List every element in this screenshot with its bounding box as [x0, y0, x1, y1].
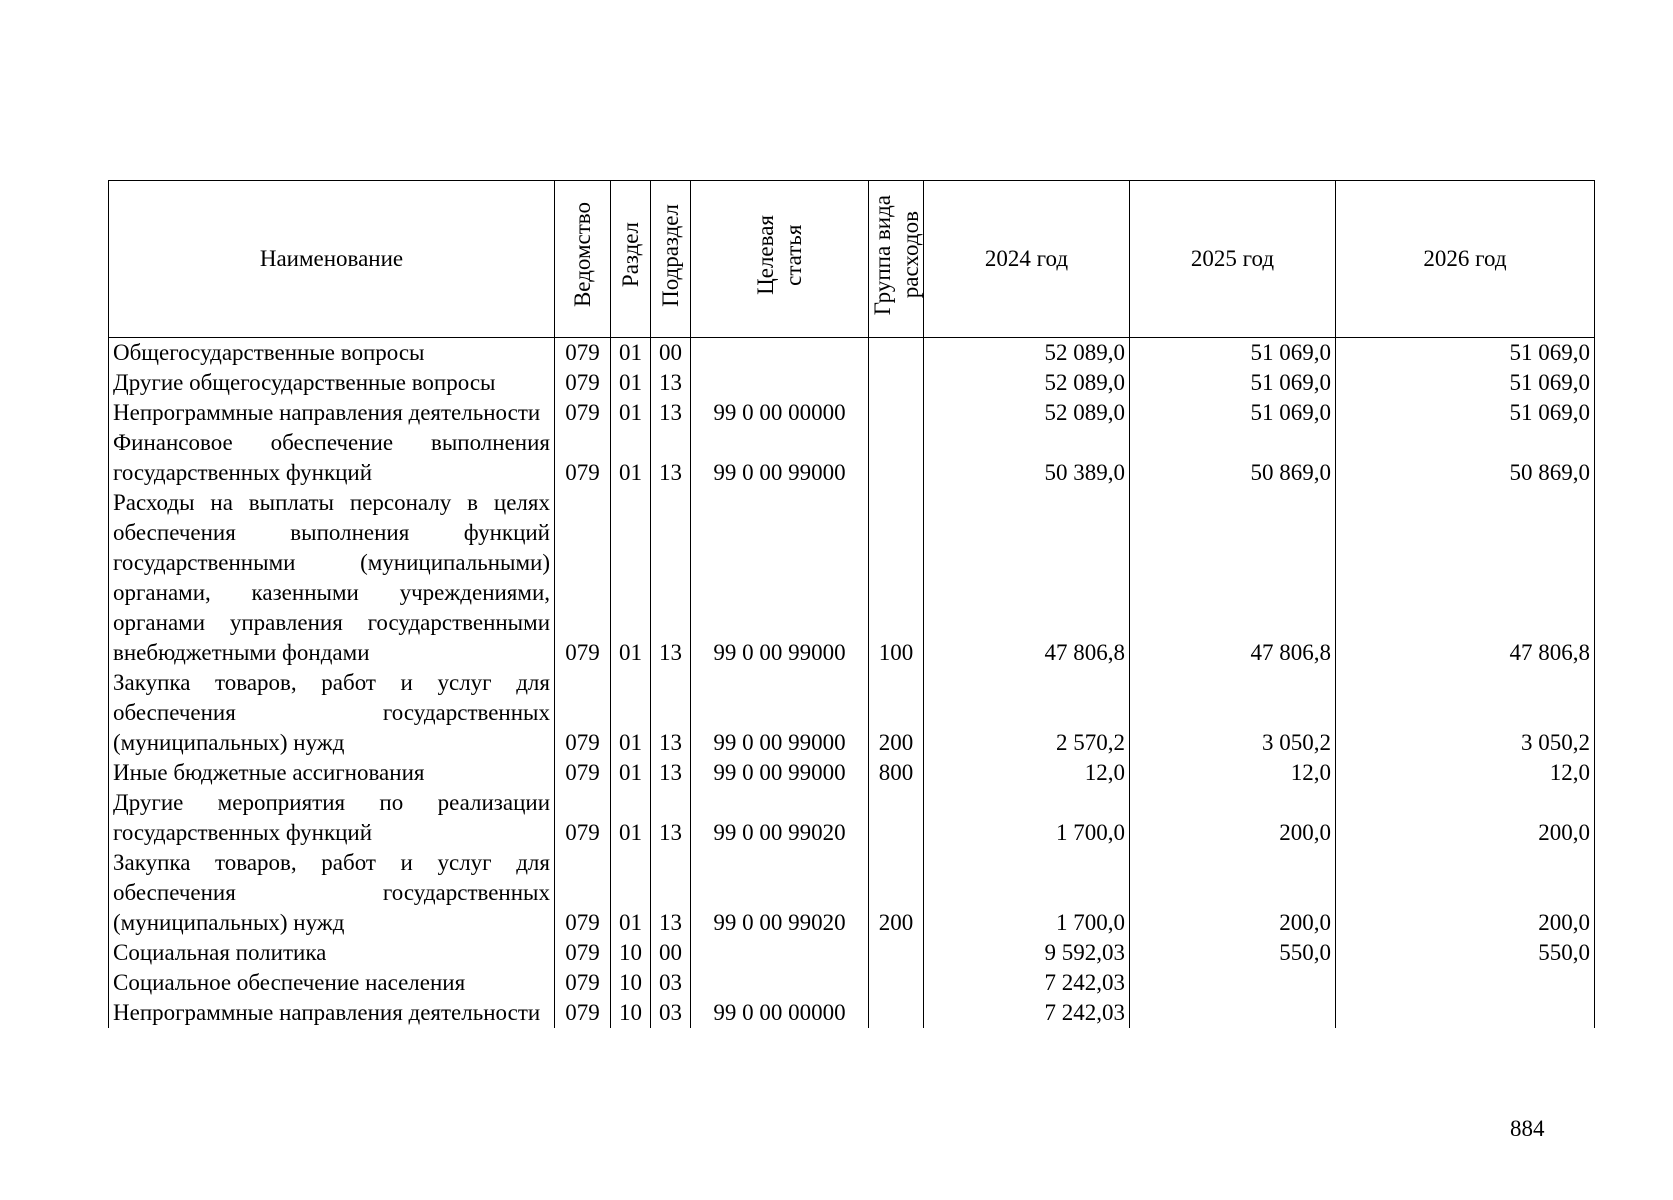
cell-y2024: 47 806,8	[924, 488, 1130, 668]
header-2024: 2024 год	[924, 181, 1130, 338]
cell-sub: 13	[651, 758, 691, 788]
cell-y2026: 200,0	[1336, 848, 1595, 938]
cell-name: Социальное обеспечение населения	[109, 968, 555, 998]
page-number: 884	[1510, 1116, 1545, 1141]
table-row	[109, 998, 1595, 1028]
cell-group: 200	[869, 668, 924, 758]
table-row	[109, 968, 1595, 998]
cell-y2025: 51 069,0	[1130, 338, 1336, 369]
cell-sub: 13	[651, 848, 691, 938]
cell-y2026: 200,0	[1336, 788, 1595, 848]
cell-target	[691, 938, 869, 968]
cell-dept: 079	[555, 968, 611, 998]
table-row	[109, 938, 1595, 968]
cell-sec: 01	[611, 398, 651, 428]
cell-name: Финансовое обеспечение выполнения государственных функций	[109, 428, 555, 488]
cell-sec: 01	[611, 428, 651, 488]
header-target-article: Целевая статья	[752, 215, 806, 295]
cell-name: Социальная политика	[109, 938, 555, 968]
budget-table	[108, 180, 1595, 1028]
cell-sec: 10	[611, 998, 651, 1028]
cell-sub: 13	[651, 428, 691, 488]
cell-sec: 01	[611, 368, 651, 398]
cell-dept: 079	[555, 368, 611, 398]
cell-name: Закупка товаров, работ и услуг для обеспечения государственных (муниципальных) нужд	[109, 668, 555, 758]
cell-target: 99 0 00 99000	[691, 488, 869, 668]
cell-group	[869, 398, 924, 428]
cell-y2024: 1 700,0	[924, 848, 1130, 938]
cell-y2025: 3 050,2	[1130, 668, 1336, 758]
cell-y2026: 51 069,0	[1336, 368, 1595, 398]
cell-dept: 079	[555, 488, 611, 668]
cell-y2025: 12,0	[1130, 758, 1336, 788]
cell-name: Непрограммные направления деятельности	[109, 398, 555, 428]
cell-sec: 01	[611, 848, 651, 938]
cell-name: Другие общегосударственные вопросы	[109, 368, 555, 398]
cell-sub: 13	[651, 788, 691, 848]
table-row	[109, 368, 1595, 398]
cell-y2026	[1336, 998, 1595, 1028]
cell-y2026: 3 050,2	[1336, 668, 1595, 758]
cell-sub: 13	[651, 398, 691, 428]
cell-sec: 10	[611, 938, 651, 968]
cell-dept: 079	[555, 398, 611, 428]
cell-target	[691, 368, 869, 398]
header-name: Наименование	[109, 181, 555, 338]
cell-target: 99 0 00 99000	[691, 428, 869, 488]
cell-group: 800	[869, 758, 924, 788]
cell-sec: 10	[611, 968, 651, 998]
cell-y2025: 50 869,0	[1130, 428, 1336, 488]
cell-target: 99 0 00 00000	[691, 998, 869, 1028]
header-subsection: Подраздел	[657, 203, 683, 307]
cell-y2024: 52 089,0	[924, 368, 1130, 398]
cell-sub: 00	[651, 938, 691, 968]
cell-sub: 03	[651, 998, 691, 1028]
cell-y2024: 52 089,0	[924, 338, 1130, 369]
cell-group	[869, 368, 924, 398]
cell-y2024: 2 570,2	[924, 668, 1130, 758]
cell-y2024: 1 700,0	[924, 788, 1130, 848]
cell-y2025	[1130, 968, 1336, 998]
cell-dept: 079	[555, 338, 611, 369]
table-row	[109, 668, 1595, 758]
cell-y2026: 47 806,8	[1336, 488, 1595, 668]
cell-group	[869, 998, 924, 1028]
header-2025: 2025 год	[1130, 181, 1336, 338]
cell-sec: 01	[611, 338, 651, 369]
cell-y2024: 12,0	[924, 758, 1130, 788]
cell-sub: 00	[651, 338, 691, 369]
cell-y2026: 51 069,0	[1336, 398, 1595, 428]
cell-target: 99 0 00 99000	[691, 668, 869, 758]
table-row	[109, 398, 1595, 428]
table-row	[109, 848, 1595, 938]
cell-y2025: 51 069,0	[1130, 368, 1336, 398]
cell-y2026: 12,0	[1336, 758, 1595, 788]
cell-group	[869, 938, 924, 968]
cell-name: Расходы на выплаты персоналу в целях обеспечения выполнения функций государственными (муниципальными) органами, казенными учреждениями, органами управления государственными внебюджетными фондами	[109, 488, 555, 668]
table-row	[109, 788, 1595, 848]
cell-name: Иные бюджетные ассигнования	[109, 758, 555, 788]
cell-name: Общегосударственные вопросы	[109, 338, 555, 369]
cell-y2024: 52 089,0	[924, 398, 1130, 428]
cell-target: 99 0 00 99000	[691, 758, 869, 788]
cell-sec: 01	[611, 788, 651, 848]
cell-sec: 01	[611, 488, 651, 668]
cell-dept: 079	[555, 998, 611, 1028]
cell-y2025	[1130, 998, 1336, 1028]
cell-dept: 079	[555, 848, 611, 938]
cell-y2024: 50 389,0	[924, 428, 1130, 488]
header-section: Раздел	[617, 222, 643, 288]
cell-name: Непрограммные направления деятельности	[109, 998, 555, 1028]
table-row	[109, 338, 1595, 369]
header-2026: 2026 год	[1336, 181, 1595, 338]
cell-y2026	[1336, 968, 1595, 998]
cell-y2026: 550,0	[1336, 938, 1595, 968]
cell-dept: 079	[555, 758, 611, 788]
table-body	[109, 338, 1595, 1029]
cell-y2024: 7 242,03	[924, 998, 1130, 1028]
cell-y2025: 200,0	[1130, 788, 1336, 848]
cell-y2025: 200,0	[1130, 848, 1336, 938]
cell-target	[691, 338, 869, 369]
cell-y2025: 550,0	[1130, 938, 1336, 968]
table-row	[109, 488, 1595, 668]
cell-group	[869, 428, 924, 488]
cell-group	[869, 788, 924, 848]
cell-sub: 13	[651, 668, 691, 758]
header-row	[109, 181, 1595, 338]
cell-target: 99 0 00 99020	[691, 848, 869, 938]
cell-y2025: 51 069,0	[1130, 398, 1336, 428]
cell-name: Другие мероприятия по реализации государственных функций	[109, 788, 555, 848]
cell-sub: 13	[651, 368, 691, 398]
cell-name: Закупка товаров, работ и услуг для обеспечения государственных (муниципальных) нужд	[109, 848, 555, 938]
cell-group	[869, 968, 924, 998]
cell-dept: 079	[555, 428, 611, 488]
cell-group: 100	[869, 488, 924, 668]
cell-y2024: 7 242,03	[924, 968, 1130, 998]
cell-sub: 03	[651, 968, 691, 998]
header-expense-group: Группа вида расходов	[870, 194, 923, 316]
cell-y2026: 51 069,0	[1336, 338, 1595, 369]
header-department: Ведомство	[569, 202, 595, 308]
cell-sec: 01	[611, 758, 651, 788]
cell-sec: 01	[611, 668, 651, 758]
cell-dept: 079	[555, 938, 611, 968]
cell-dept: 079	[555, 788, 611, 848]
cell-target	[691, 968, 869, 998]
cell-target: 99 0 00 00000	[691, 398, 869, 428]
table-row	[109, 428, 1595, 488]
cell-y2025: 47 806,8	[1130, 488, 1336, 668]
cell-y2024: 9 592,03	[924, 938, 1130, 968]
cell-y2026: 50 869,0	[1336, 428, 1595, 488]
cell-sub: 13	[651, 488, 691, 668]
cell-dept: 079	[555, 668, 611, 758]
cell-group: 200	[869, 848, 924, 938]
cell-target: 99 0 00 99020	[691, 788, 869, 848]
cell-group	[869, 338, 924, 369]
table-row	[109, 758, 1595, 788]
